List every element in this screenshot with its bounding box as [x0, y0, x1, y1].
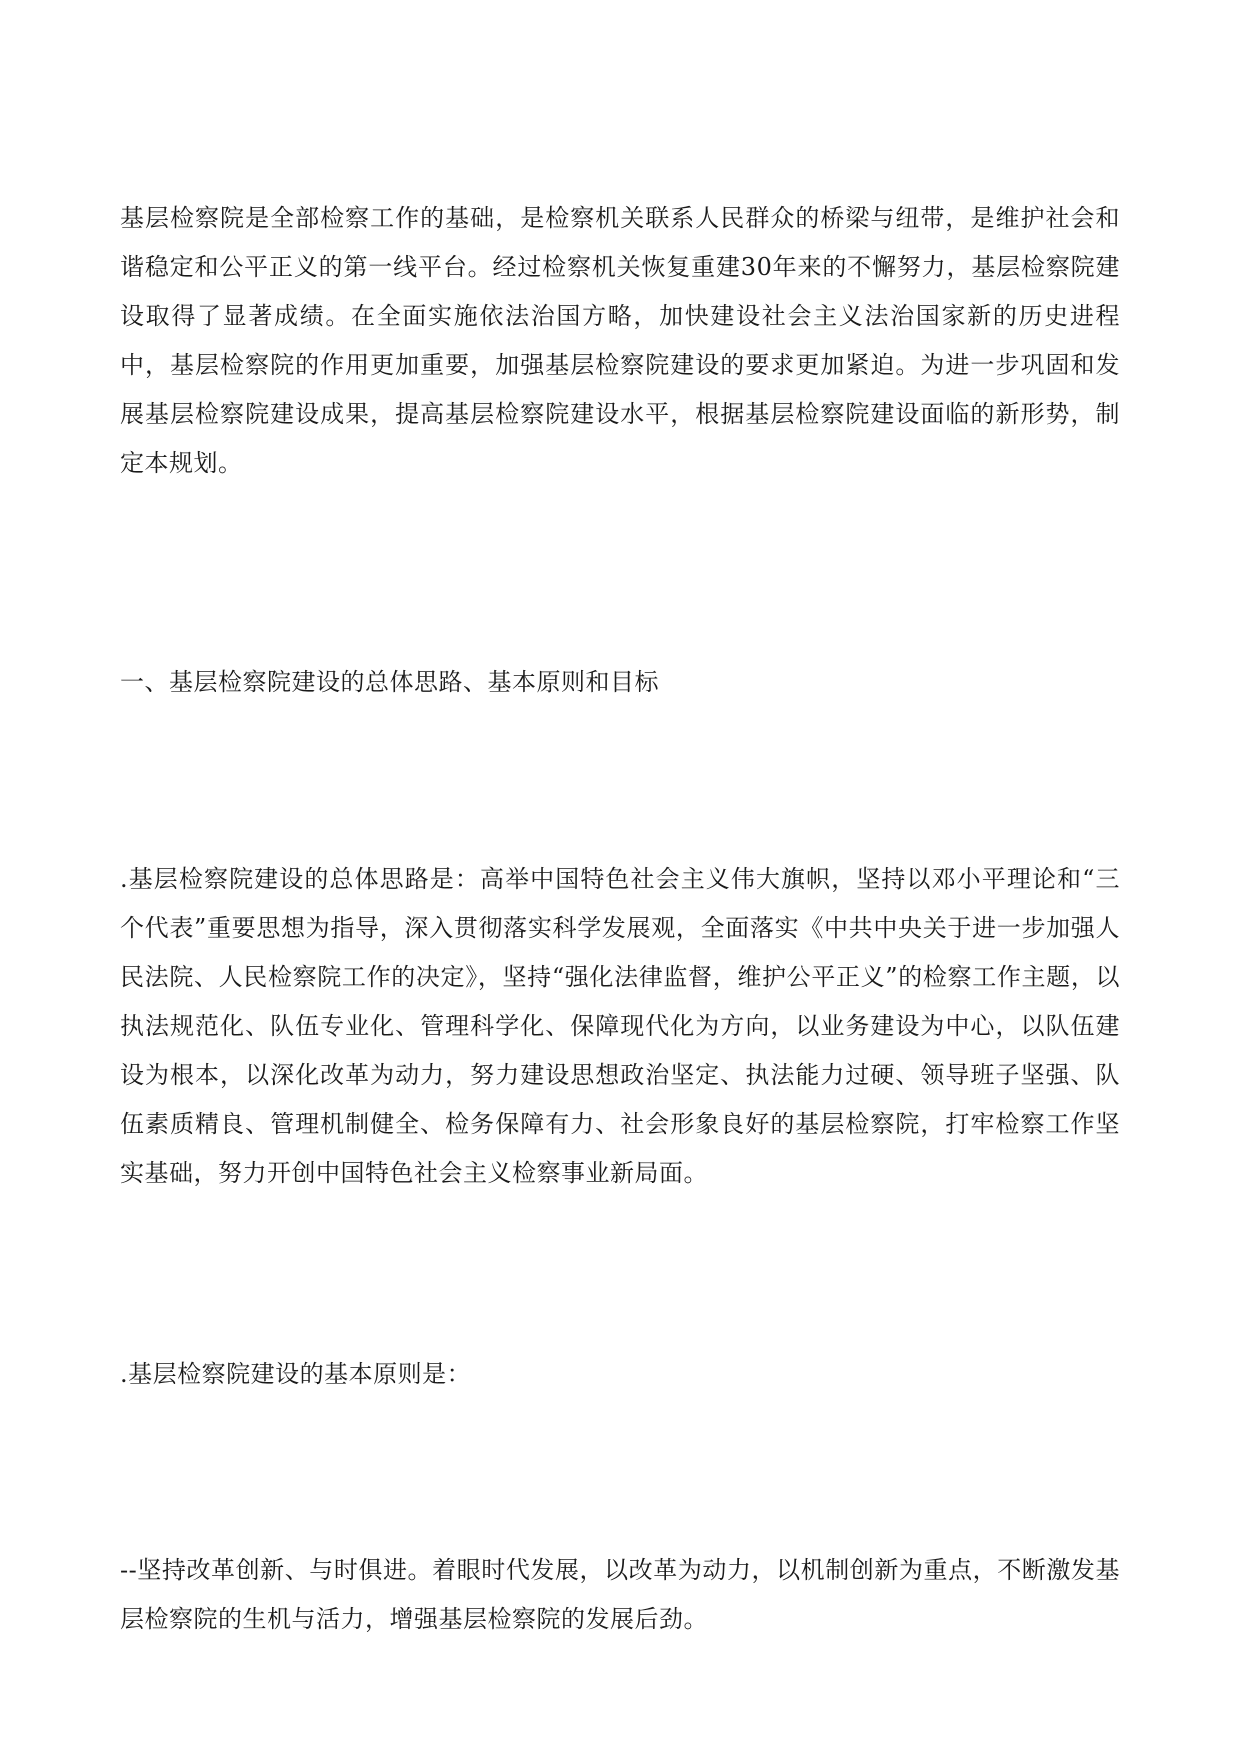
intro-paragraph: 基层检察院是全部检察工作的基础，是检察机关联系人民群众的桥梁与纽带，是维护社会和谐稳定和公平正义的第一线平台。经过检察机关恢复重建30年来的不懈努力，基层检察院建设取得了显著成绩。在全面实施依法治国方略，加快建设社会主义法治国家新的历史进程中，基层检察院的作用更加重要，加强基层检察院建设的要求更加紧迫。为进一步巩固和发展基层检察院建设成果，提高基层检察院建设水平，根据基层检察院建设面临的新形势，制定本规划。	[120, 204, 1120, 477]
section-heading: 一、基层检察院建设的总体思路、基本原则和目标	[120, 668, 659, 696]
reform-innovation-paragraph: --坚持改革创新、与时俱进。着眼时代发展，以改革为动力，以机制创新为重点，不断激发基层检察院的生机与活力，增强基层检察院的发展后劲。	[120, 1556, 1120, 1633]
basic-principles-paragraph: .基层检察院建设的基本原则是：	[120, 1360, 472, 1388]
general-approach-paragraph: .基层检察院建设的总体思路是：高举中国特色社会主义伟大旗帜，坚持以邓小平理论和“三个代表”重要思想为指导，深入贯彻落实科学发展观，全面落实《中共中央关于进一步加强人民法院、人民检察院工作的决定》，坚持“强化法律监督，维护公平正义”的检察工作主题，以执法规范化、队伍专业化、管理科学化、保障现代化为方向，以业务建设为中心，以队伍建设为根本，以深化改革为动力，努力建设思想政治坚定、执法能力过硬、领导班子坚强、队伍素质精良、管理机制健全、检务保障有力、社会形象良好的基层检察院，打牢检察工作坚实基础，努力开创中国特色社会主义检察事业新局面。	[120, 865, 1120, 1187]
